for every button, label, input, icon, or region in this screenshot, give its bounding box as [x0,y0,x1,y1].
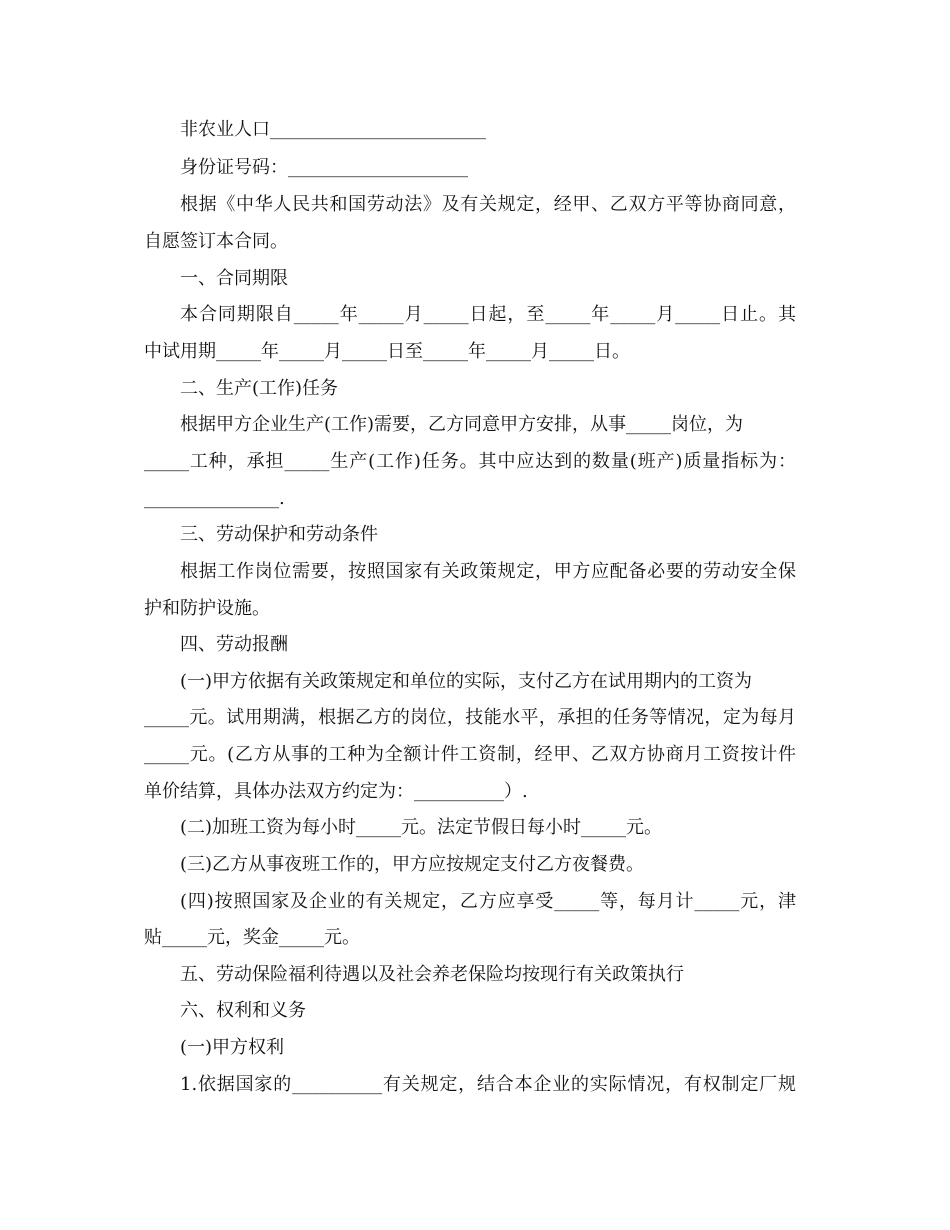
section-heading-rights-obligations: 六、权利和义务 [180,1000,306,1021]
paragraph-tasks-line-3: _______________. [144,488,285,509]
paragraph-remuneration-4-line-2: 贴_____元，奖金_____元。 [144,927,360,948]
paragraph-protection-line-1: 根据工作岗位需要，按照国家有关政策规定，甲方应配备必要的劳动安全保 [180,561,796,582]
paragraph-remuneration-1-line-2: _____元。试用期满，根据乙方的岗位，技能水平，承担的任务等情况，定为每月 [144,707,796,728]
paragraph-protection-line-2: 护和防护设施。 [144,598,270,619]
subsection-heading-party-a-rights: (一)甲方权利 [180,1037,285,1058]
paragraph-remuneration-1-line-1: (一)甲方依据有关政策规定和单位的实际，支付乙方在试用期内的工资为 [180,671,753,692]
paragraph-remuneration-1-line-4: 单价结算，具体办法双方约定为：__________）. [144,781,528,802]
paragraph-remuneration-1-line-3: _____元。(乙方从事的工种为全额计件工资制，经甲、乙双方协商月工资按计件 [144,744,796,765]
section-heading-insurance-welfare: 五、劳动保险福利待遇以及社会养老保险均按现行有关政策执行 [180,964,684,985]
section-heading-labor-protection: 三、劳动保护和劳动条件 [180,524,378,545]
paragraph-remuneration-3: (三)乙方从事夜班工作的，甲方应按规定支付乙方夜餐费。 [180,854,645,875]
paragraph-tasks-line-1: 根据甲方企业生产(工作)需要，乙方同意甲方安排，从事_____岗位，为 [180,414,744,435]
section-heading-production-tasks: 二、生产(工作)任务 [180,378,339,399]
field-non-agricultural-population: 非农业人口________________________ [180,119,486,140]
paragraph-remuneration-4-line-1: (四)按照国家及企业的有关规定，乙方应享受_____等，每月计_____元，津 [180,891,796,912]
paragraph-preamble-line-1: 根据《中华人民共和国劳动法》及有关规定，经甲、乙双方平等协商同意， [180,194,796,215]
field-id-number: 身份证号码：____________________ [180,157,468,178]
paragraph-preamble-line-2: 自愿签订本合同。 [144,231,288,252]
paragraph-party-a-rights-item-1: 1.依据国家的__________有关规定，结合本企业的实际情况，有权制定厂规 [180,1074,796,1095]
section-heading-contract-term: 一、合同期限 [180,268,288,289]
paragraph-tasks-line-2: _____工种，承担_____生产(工作)任务。其中应达到的数量(班产)质量指标为： [144,451,796,472]
paragraph-remuneration-2: (二)加班工资为每小时_____元。法定节假日每小时_____元。 [180,817,663,838]
paragraph-term-line-2: 中试用期_____年_____月_____日至_____年_____月_____日。 [144,341,630,362]
section-heading-remuneration: 四、劳动报酬 [180,634,288,655]
paragraph-term-line-1: 本合同期限自_____年_____月_____日起，至_____年_____月_____日止。其 [180,304,796,325]
